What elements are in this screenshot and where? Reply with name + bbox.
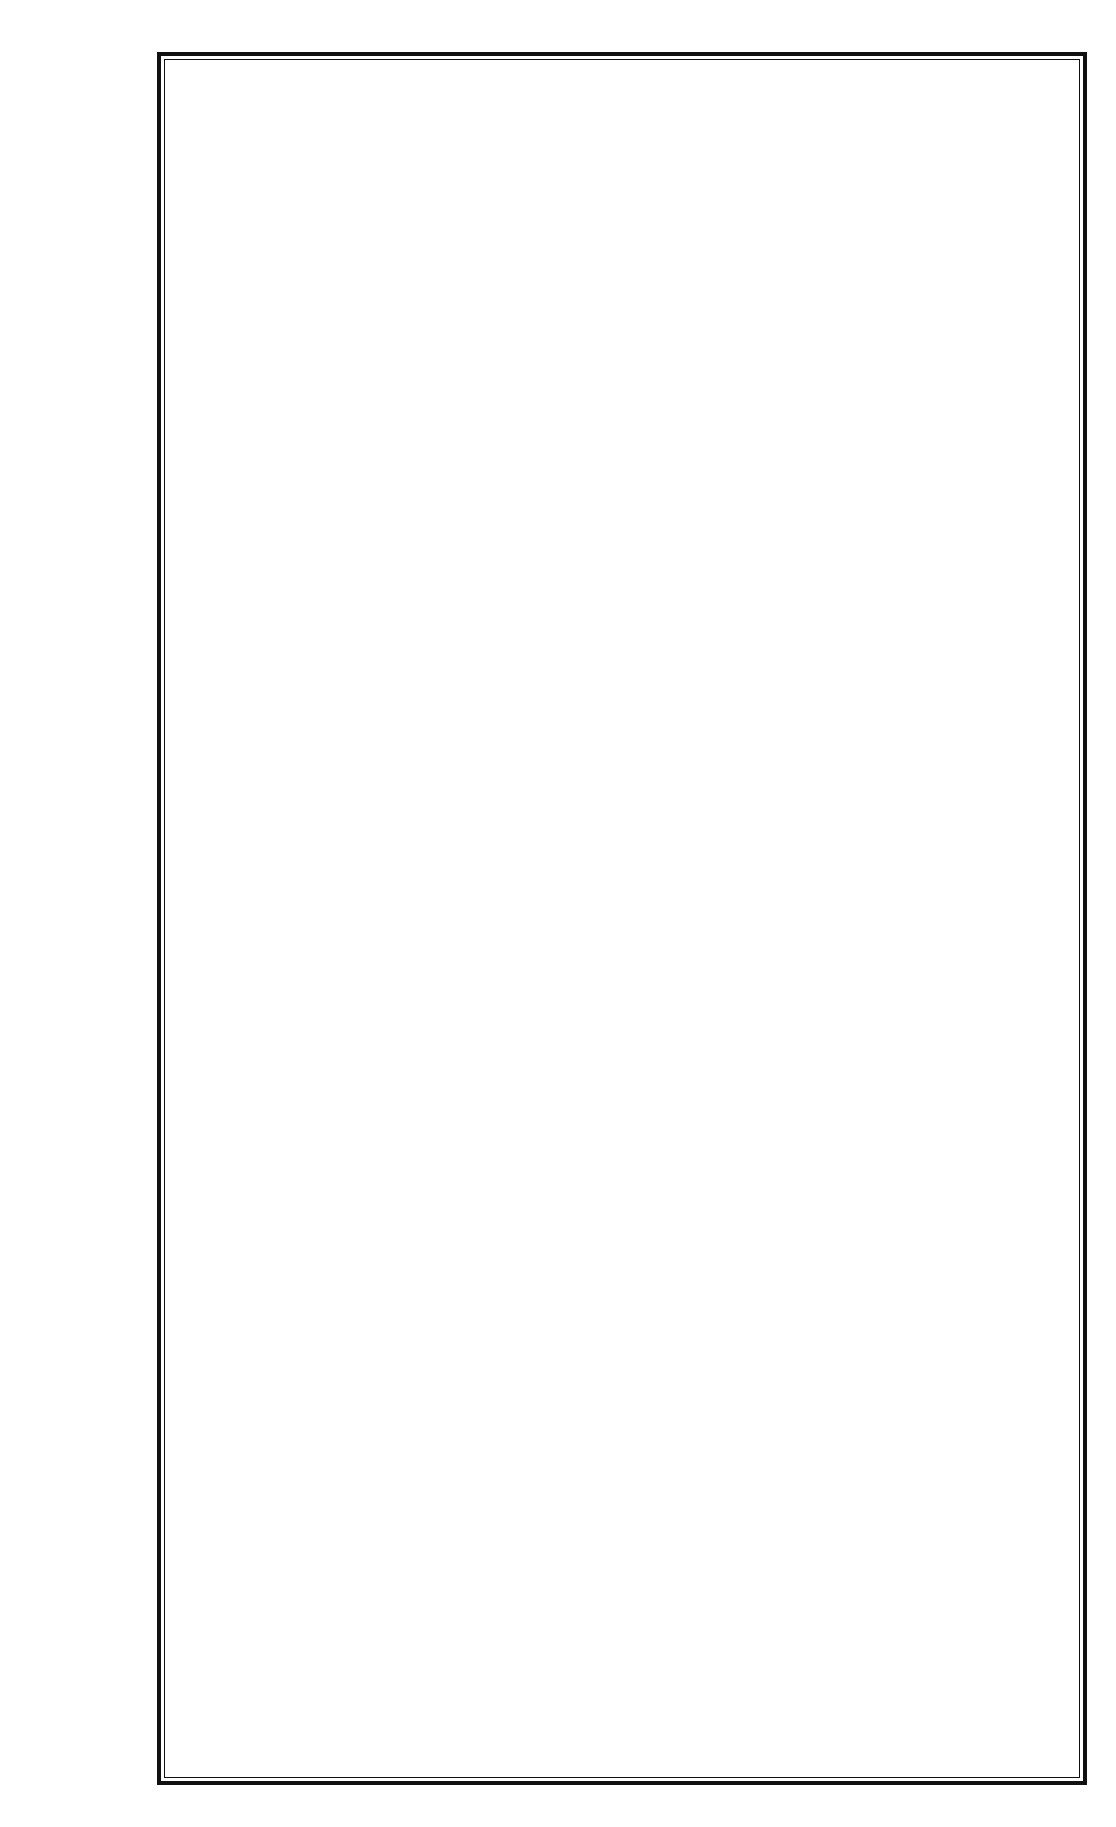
table-frame-inner — [164, 59, 1080, 1778]
